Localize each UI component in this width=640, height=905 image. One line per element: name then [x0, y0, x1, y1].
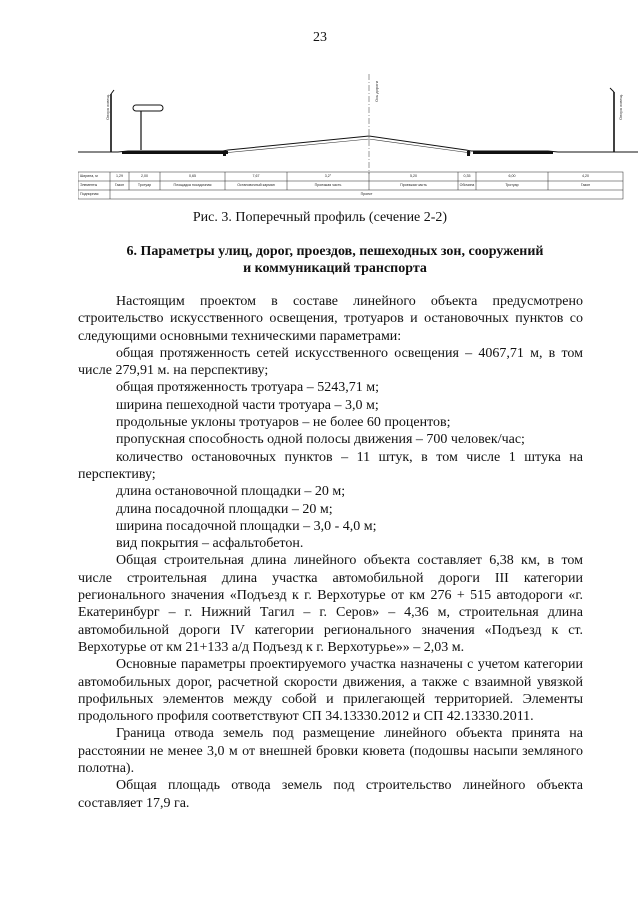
light-pole-right-arm	[610, 88, 614, 92]
table-row-label: Подпорная	[80, 192, 99, 196]
table-cell: Проект	[360, 192, 373, 196]
paragraph: Общая строительная длина линейного объекта составляет 6,38 км, в том числе строительная длина участка автомобильной дороги III категории регионального значения «Подъезд к г. Верхотурье от км 276 + 515 автодороги «г. Екатеринбург – г. Нижний Тагил – г. Серов» – 4,36 м, строительная длина автомобильной дороги IV категории регионального значения «Подъезд к ст. Верхотурье от км 21+133 а/д Подъезд к г. Верхотурье»» – 2,03 м.	[78, 553, 583, 655]
bus-shelter-canopy	[133, 105, 163, 111]
page-number: 23	[313, 30, 327, 45]
table-cell: 1,29	[116, 174, 123, 178]
paragraph: Общая площадь отвода земель под строительство линейного объекта составляет 17,9 га.	[78, 778, 583, 811]
paragraph: ширина посадочной площадки – 3,0 - 4,0 м;	[116, 518, 377, 534]
paragraph: количество остановочных пунктов – 11 штук, в том числе 1 штука на перспективу;	[78, 449, 583, 482]
paragraph: вид покрытия – асфальтобетон.	[116, 536, 304, 552]
paragraph: общая протяженность сетей искусственного освещения – 4067,71 м, в том числе 279,91 м. на перспективу;	[78, 345, 583, 379]
paragraph: Настоящим проектом в составе линейного объекта предусмотрено строительство искусственного освещения, тротуаров и остановочных пунктов со следующими основными техническими параметрами:	[78, 294, 583, 344]
road-surface-line	[78, 136, 638, 152]
table-cell: 0,65	[189, 174, 196, 178]
table-cell: Обочина	[459, 183, 475, 187]
paragraph: продольные уклоны тротуаров – не более 60 процентов;	[116, 415, 451, 431]
sidewalk-left-slab	[122, 151, 228, 154]
table-row-label: Элементы	[80, 183, 98, 187]
body-text	[78, 293, 583, 812]
light-pole-left-arm	[111, 90, 114, 94]
paragraph: общая протяженность тротуара – 5243,71 м;	[116, 380, 380, 396]
pole-right-label: Опора освещ.	[618, 94, 623, 120]
section-heading	[100, 243, 570, 277]
paragraph: Основные параметры проектируемого участка назначены с учетом категории автомобильных дорог, расчетной скорости движения, а также с взаимной увязкой профильных элементов между собой и прилегающей территорией. Элементы продольного профиля соответствуют СП 34.13330.2012 и СП 42.13330.2011.	[78, 657, 583, 725]
curb-right	[467, 151, 470, 156]
table-cell: Проезжая часть	[400, 183, 427, 187]
pole-left-label: Опора освещ.	[105, 94, 110, 120]
table-cell: 4,20	[582, 174, 589, 178]
table-cell: 3,2°	[324, 174, 332, 178]
figure-caption: Рис. 3. Поперечный профиль (сечение 2-2)	[192, 210, 448, 225]
road-axis-label: Ось дороги	[374, 80, 379, 102]
section-heading-line2: и коммуникаций транспорта	[243, 261, 427, 276]
table-cell: 7,67	[252, 174, 260, 178]
pavement-layer	[223, 139, 471, 153]
table-cell: Газон	[580, 183, 591, 187]
table-cell: Проезжая часть	[314, 183, 342, 187]
table-cell: Тротуар	[137, 183, 152, 187]
table-row-label: Ширина, м	[80, 174, 98, 178]
paragraph: ширина пешеходной части тротуара – 3,0 м;	[116, 397, 379, 413]
table-cell: Площадка посадочная	[173, 183, 212, 187]
paragraph: длина посадочной площадки – 20 м;	[116, 501, 333, 517]
table-cell: Газон	[114, 183, 125, 187]
paragraph: Граница отвода земель под размещение линейного объекта принята на расстоянии не менее 3,0 м от внешней бровки кювета (подошвы насыпи земляного полотна).	[78, 726, 583, 777]
table-cell: 6,00	[508, 174, 516, 178]
section-heading-line1: 6. Параметры улиц, дорог, проездов, пешеходных зон, сооружений	[126, 244, 544, 259]
sidewalk-right-slab	[473, 151, 553, 154]
paragraph: пропускная способность одной полосы движения – 700 человек/час;	[116, 432, 525, 448]
table-cell: 5,20	[410, 174, 417, 178]
paragraph: длина остановочной площадки – 20 м;	[116, 484, 346, 500]
cross-section-figure	[78, 74, 638, 204]
table-cell: 2,00	[141, 174, 148, 178]
table-cell: Остановочный карман	[237, 183, 275, 187]
table-cell: Тротуар	[505, 183, 519, 187]
table-cell: 0,35	[463, 174, 471, 178]
